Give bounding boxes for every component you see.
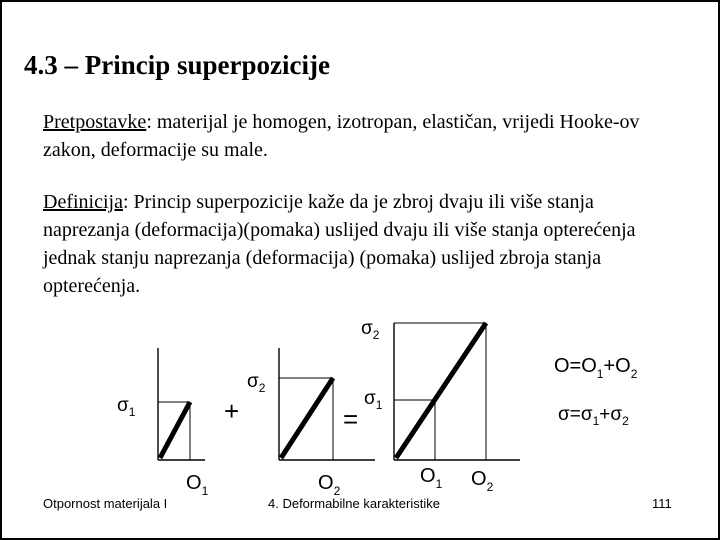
superposition-diagram: [0, 300, 720, 520]
slide-title: 4.3 – Princip superpozicije: [24, 50, 330, 80]
graph-3-sigma-1-label: $\sigma_1$: [364, 388, 383, 412]
graph-3-O-1-label: $O_1$: [420, 465, 443, 491]
plus-sign: +: [224, 396, 240, 426]
definition-text: : Princip superpozicije kaže da je zbroj dvaju ili više stanja naprezanja (deformacija)(pomaka) uslijed dvaju ili više stanja opterećenja jednak stanju naprezanja (deformacija) (pomaka) uslijed zbroja stanja opterećenja.: [43, 191, 636, 297]
footer-course-name: Otpornost materijala I: [43, 496, 168, 511]
graph-3-curve: [396, 323, 486, 458]
assumptions-term: Pretpostavke: [43, 111, 147, 133]
slide-border-top: [0, 0, 720, 2]
graph-sum: [394, 323, 520, 460]
graph-2-sigma-label: $\sigma_2$: [247, 371, 266, 395]
graph-2-curve: [281, 378, 333, 458]
footer-page-number: 111: [652, 496, 672, 511]
graph-2-O-label: $O_2$: [318, 472, 341, 498]
assumptions-paragraph: [43, 108, 683, 164]
graph-1-sigma-label: $\sigma_1$: [117, 395, 136, 419]
deformation-sum-equation: $O=O_1+O_2$: [554, 355, 638, 381]
definition-term: Definicija: [43, 191, 123, 213]
equals-sign: =: [343, 404, 359, 434]
graph-3-sigma-2-label: $\sigma_2$: [361, 318, 380, 342]
stress-sum-equation: $\sigma=\sigma_1+\sigma_2$: [558, 404, 629, 428]
graph-load-2: [279, 348, 375, 460]
assumptions-text: : materijal je homogen, izotropan, elastičan, vrijedi Hooke-ov zakon, deformacije su male.: [43, 111, 640, 161]
definition-paragraph: [43, 188, 683, 300]
footer-chapter-name: 4. Deformabilne karakteristike: [268, 496, 440, 511]
graph-load-1: [158, 348, 205, 460]
graph-3-O-2-label: $O_2$: [471, 468, 494, 494]
graph-1-curve: [160, 402, 190, 458]
graph-1-O-label: $O_1$: [186, 472, 209, 498]
